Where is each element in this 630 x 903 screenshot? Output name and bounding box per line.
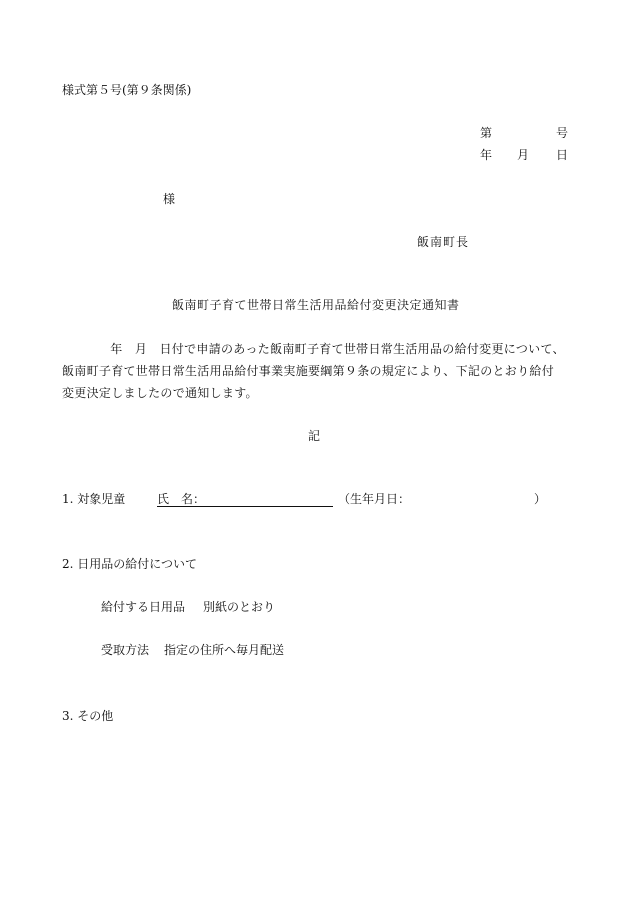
birth-date-close: ） xyxy=(534,492,547,506)
body-line-2: 飯南町子育て世帯日常生活用品給付事業実施要綱第９条の規定により、下記のとおり給付 xyxy=(62,364,555,378)
goods-value: 別紙のとおり xyxy=(203,600,276,614)
notice-number-suffix: 号 xyxy=(556,126,569,140)
name-underline xyxy=(157,491,333,507)
date-year: 年 xyxy=(480,148,493,162)
recipient-suffix: 様 xyxy=(163,192,176,206)
notice-number-prefix: 第 xyxy=(480,126,493,140)
method-label: 受取方法 xyxy=(101,643,150,657)
item3-label: 3. その他 xyxy=(62,709,114,723)
item1-label: 1. 対象児童 xyxy=(62,492,126,506)
date-month: 月 xyxy=(517,148,530,162)
method-value: 指定の住所へ毎月配送 xyxy=(164,643,285,657)
body-line-1: 年 月 日付で申請のあった飯南町子育て世帯日常生活用品の給付変更について、 xyxy=(98,342,565,356)
ki-heading: 記 xyxy=(308,429,321,443)
body-paragraph xyxy=(62,338,582,404)
form-number: 様式第５号(第９条関係) xyxy=(62,83,192,97)
document-title: 飯南町子育て世帯日常生活用品給付変更決定通知書 xyxy=(172,298,460,312)
body-line-3: 変更決定しましたので通知します。 xyxy=(62,386,258,400)
item2-label: 2. 日用品の給付について xyxy=(62,557,198,571)
birth-date-open: （生年月日： xyxy=(338,492,411,506)
goods-label: 給付する日用品 xyxy=(101,600,186,614)
issuer-name: 飯南町長 xyxy=(417,235,470,249)
name-label: 氏 名： xyxy=(157,492,206,506)
date-day: 日 xyxy=(556,148,569,162)
